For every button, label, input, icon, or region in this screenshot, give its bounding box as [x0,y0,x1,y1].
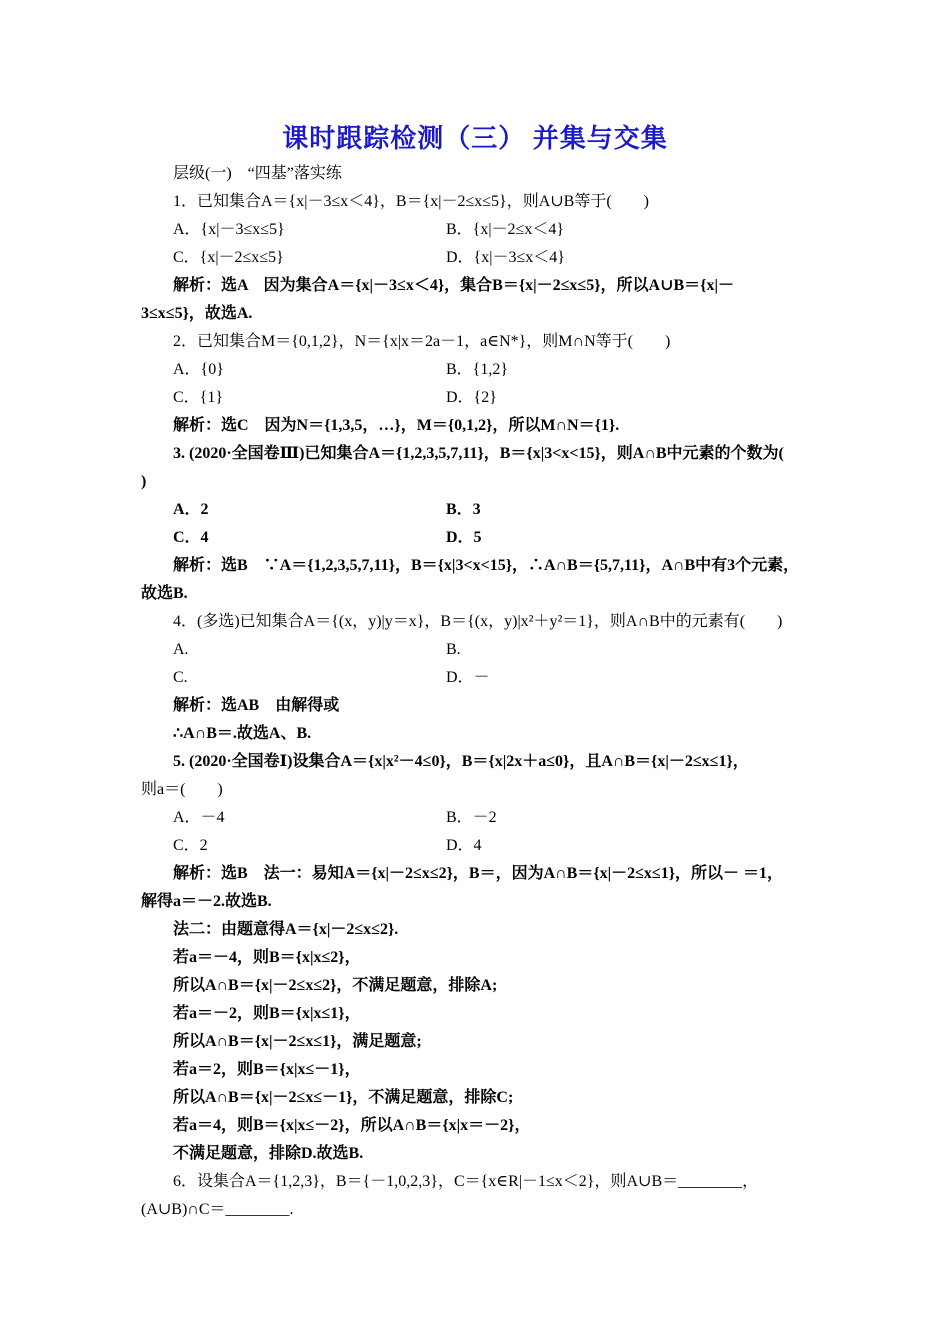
q2-option-d: D．{2} [446,389,497,406]
q4-option-a: A. [173,641,189,658]
q4-solution-line2: ∴A∩B＝.故选A、B. [173,725,312,742]
q2-stem: 2．已知集合M＝{0,1,2}，N＝{x|x＝2a－1，a∈N*}，则M∩N等于( ) [173,333,671,350]
q5-option-a: A．－4 [173,809,225,826]
q3-option-b: B．3 [446,501,481,518]
q5-method2-line: 若a＝－2，则B＝{x|x≤1}， [173,1005,361,1022]
q5-method2-line: 若a＝4，则B＝{x|x≤－2}，所以A∩B＝{x|x＝－2}， [173,1117,531,1134]
q3-option-d: D．5 [446,529,482,546]
q4-stem: 4．(多选)已知集合A＝{(x，y)|y＝x}，B＝{(x，y)|x²＋y²＝1}，则A∩B中的元素有( ) [173,613,783,630]
q3-stem-line1: 3. (2020·全国卷Ⅲ)已知集合A＝{1,2,3,5,7,11}，B＝{x|3<x<15}，则A∩B中元素的个数为( [173,445,784,462]
q5-method2-line: 所以A∩B＝{x|－2≤x≤2}，不满足题意，排除A; [173,977,498,994]
q5-method2-line: 不满足题意，排除D.故选B. [173,1145,364,1162]
q3-option-c: C．4 [173,529,209,546]
q2-solution: 解析：选C 因为N＝{1,3,5，…}，M＝{0,1,2}，所以M∩N＝{1}. [173,417,620,434]
q5-option-b: B．－2 [446,809,497,826]
q4-option-d: D．－ [446,669,490,686]
q5-solution-line2: 解得a＝－2.故选B. [141,893,272,910]
q5-method2-line: 所以A∩B＝{x|－2≤x≤－1}，不满足题意，排除C; [173,1089,514,1106]
q3-option-a: A．2 [173,501,209,518]
q2-option-c: C．{1} [173,389,224,406]
q4-solution-line1: 解析：选AB 由解得或 [173,697,340,714]
q5-method2-line: 所以A∩B＝{x|－2≤x≤1}，满足题意; [173,1033,422,1050]
q1-option-b: B．{x|－2≤x＜4} [446,221,565,238]
q6-stem-line2: (A∪B)∩C＝________. [141,1201,294,1218]
q2-option-b: B．{1,2} [446,361,509,378]
q4-option-b: B. [446,641,461,658]
q1-solution-line2: 3≤x≤5}，故选A. [141,305,253,322]
q5-stem-line1: 5. (2020·全国卷Ⅰ)设集合A＝{x|x²－4≤0}，B＝{x|2x＋a≤0}，且A∩B＝{x|－2≤x≤1}， [173,753,749,770]
q5-solution-line1: 解析：选B 法一：易知A＝{x|－2≤x≤2}，B＝，因为A∩B＝{x|－2≤x≤1}，所以－ ＝1， [173,865,784,882]
q3-stem-line2: ) [141,473,147,490]
q5-stem-line2: 则a＝( ) [141,781,223,798]
q5-method2-line: 若a＝2，则B＝{x|x≤－1}， [173,1061,361,1078]
q5-option-c: C．2 [173,837,208,854]
q1-option-c: C．{x|－2≤x≤5} [173,249,284,266]
q1-option-d: D．{x|－3≤x＜4} [446,249,565,266]
q5-method2-line: 若a＝－4，则B＝{x|x≤2}， [173,949,361,966]
q2-option-a: A．{0} [173,361,224,378]
q1-solution-line1: 解析：选A 因为集合A＝{x|－3≤x＜4}，集合B＝{x|－2≤x≤5}，所以A∪B＝{x|－ [173,277,734,294]
page-title: 课时跟踪检测（三） 并集与交集 [282,124,668,153]
q5-option-d: D．4 [446,837,482,854]
q4-option-c: C. [173,669,188,686]
q3-solution-line2: 故选B. [141,585,188,602]
q5-method2-line: 法二：由题意得A＝{x|－2≤x≤2}. [173,921,399,938]
q1-stem: 1．已知集合A＝{x|－3≤x＜4}，B＝{x|－2≤x≤5}，则A∪B等于( ) [173,193,649,210]
q1-option-a: A．{x|－3≤x≤5} [173,221,285,238]
q3-solution-line1: 解析：选B ∵A＝{1,2,3,5,7,11}，B＝{x|3<x<15}，∴A∩B＝{5,7,11}，A∩B中有3个元素， [173,557,800,574]
section-heading: 层级(一) “四基”落实练 [173,165,342,182]
q6-stem-line1: 6．设集合A＝{1,2,3}，B＝{－1,0,2,3}，C＝{x∈R|－1≤x＜2}，则A∪B＝________， [173,1173,759,1190]
